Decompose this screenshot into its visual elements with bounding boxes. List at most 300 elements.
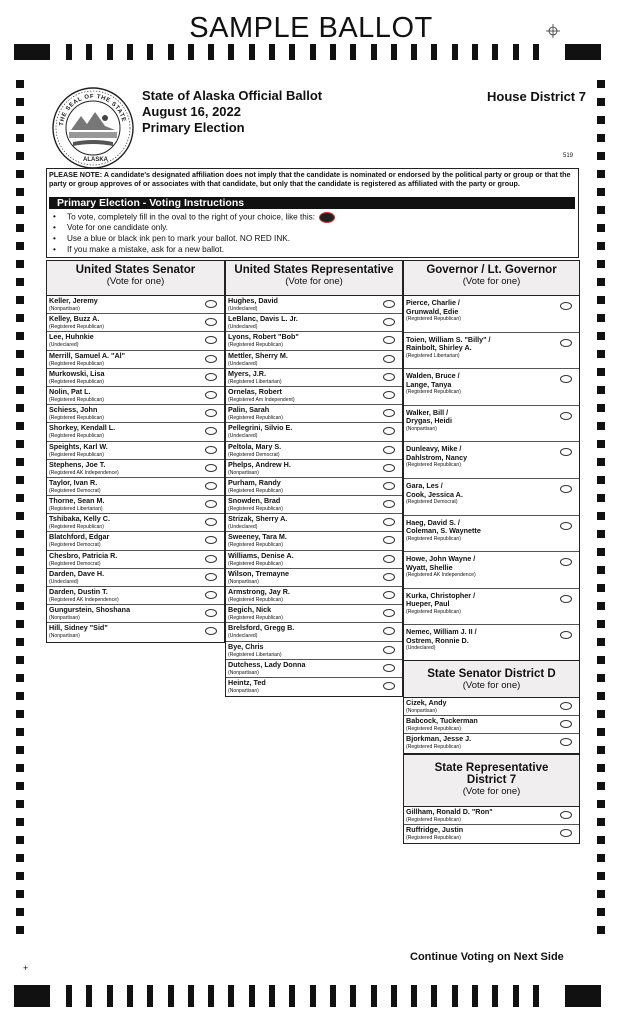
candidate-party: (Nonpartisan) xyxy=(49,615,80,622)
side-timing-mark xyxy=(597,926,605,934)
vote-oval[interactable] xyxy=(560,595,572,603)
timing-mark xyxy=(350,44,356,60)
vote-oval[interactable] xyxy=(383,355,395,363)
side-timing-mark xyxy=(597,116,605,124)
vote-oval[interactable] xyxy=(383,518,395,526)
candidate-name: Williams, Denise A. xyxy=(228,550,294,560)
candidate-name: Bjorkman, Jesse J. xyxy=(406,734,472,744)
vote-oval[interactable] xyxy=(560,631,572,639)
side-timing-mark xyxy=(16,728,24,736)
timing-mark xyxy=(330,985,336,1007)
side-timing-mark xyxy=(16,656,24,664)
filled-oval-example-icon xyxy=(319,212,335,223)
side-timing-mark xyxy=(16,638,24,646)
candidate-name: Strizak, Sherry A. xyxy=(228,514,288,524)
side-timing-mark xyxy=(597,206,605,214)
candidate-name-lt-governor: Cook, Jessica A. xyxy=(406,489,463,499)
timing-mark xyxy=(107,985,113,1007)
candidate-name: Shorkey, Kendall L. xyxy=(49,423,116,433)
candidate-party: (Registered Republican) xyxy=(49,415,104,422)
candidate-row xyxy=(226,369,402,387)
vote-oval[interactable] xyxy=(205,609,217,617)
timing-mark xyxy=(249,44,255,60)
side-timing-mark xyxy=(597,278,605,286)
candidate-party: (Registered AK Independence) xyxy=(49,469,119,476)
candidate-row xyxy=(47,460,224,478)
candidate-row xyxy=(226,587,402,605)
side-timing-mark xyxy=(597,836,605,844)
candidate-row xyxy=(226,405,402,423)
svg-text:THE SEAL OF THE STATE: THE SEAL OF THE STATE xyxy=(59,93,127,127)
vote-oval[interactable] xyxy=(560,811,572,819)
side-timing-mark xyxy=(16,476,24,484)
vote-oval[interactable] xyxy=(205,464,217,472)
side-timing-mark xyxy=(16,818,24,826)
candidate-row xyxy=(47,387,224,405)
side-timing-mark xyxy=(597,296,605,304)
candidate-row xyxy=(226,532,402,550)
timing-mark xyxy=(147,44,153,60)
side-timing-mark xyxy=(16,764,24,772)
candidate-name: Tshibaka, Kelly C. xyxy=(49,514,110,524)
candidate-name xyxy=(406,592,475,609)
side-timing-mark xyxy=(597,458,605,466)
vote-oval[interactable] xyxy=(205,573,217,581)
vote-oval[interactable] xyxy=(560,702,572,710)
candidate-row xyxy=(226,623,402,641)
vote-oval[interactable] xyxy=(383,682,395,690)
timing-mark xyxy=(371,44,377,60)
side-timing-mark xyxy=(597,368,605,376)
candidate-row xyxy=(404,698,579,716)
candidate-party: (Registered Democrat) xyxy=(49,487,101,494)
vote-oval[interactable] xyxy=(205,518,217,526)
side-timing-mark xyxy=(16,692,24,700)
side-timing-mark xyxy=(597,440,605,448)
timing-mark xyxy=(513,985,519,1007)
candidate-row xyxy=(47,442,224,460)
timing-mark xyxy=(371,985,377,1007)
candidate-name: Purham, Randy xyxy=(228,477,281,487)
timing-mark xyxy=(269,44,275,60)
candidate-name: Merrill, Samuel A. "Al" xyxy=(49,350,126,360)
candidate-party: (Registered Libertarian) xyxy=(228,378,282,385)
vote-oval[interactable] xyxy=(560,375,572,383)
side-timing-mark xyxy=(597,566,605,574)
candidate-row xyxy=(47,514,224,532)
side-timing-mark xyxy=(597,674,605,682)
vote-oval[interactable] xyxy=(205,591,217,599)
candidate-party: (Undeclared) xyxy=(228,433,258,440)
candidate-party: (Undeclared) xyxy=(228,524,258,531)
candidate-row xyxy=(226,569,402,587)
candidate-list xyxy=(404,296,579,662)
side-timing-mark xyxy=(597,224,605,232)
side-timing-mark xyxy=(16,116,24,124)
side-timing-mark xyxy=(16,800,24,808)
candidate-row xyxy=(404,479,579,516)
contest-us-senator xyxy=(46,260,225,643)
vote-oval[interactable] xyxy=(205,373,217,381)
vote-oval[interactable] xyxy=(560,522,572,530)
vote-oval[interactable] xyxy=(560,485,572,493)
candidate-row xyxy=(404,625,579,662)
candidate-party: (Nonpartisan) xyxy=(406,425,437,432)
candidate-name-lt-governor: Hueper, Paul xyxy=(406,599,450,609)
candidate-row xyxy=(226,496,402,514)
candidate-name: Ornelas, Robert xyxy=(228,386,282,396)
candidate-row xyxy=(47,496,224,514)
candidate-row xyxy=(226,442,402,460)
candidate-name: Lyons, Robert "Bob" xyxy=(228,332,299,342)
candidate-party: (Nonpartisan) xyxy=(49,306,80,312)
side-timing-mark xyxy=(597,170,605,178)
candidate-row xyxy=(226,605,402,623)
ballot-heading: State of Alaska Official Ballot xyxy=(142,88,323,103)
timing-mark xyxy=(228,985,234,1007)
side-timing-mark xyxy=(16,440,24,448)
candidate-name: Gillham, Ronald D. "Ron" xyxy=(406,807,493,816)
vote-oval[interactable] xyxy=(560,829,572,837)
candidate-name-lt-governor: Coleman, S. Waynette xyxy=(406,526,481,536)
timing-mark xyxy=(492,985,498,1007)
candidate-name: Armstrong, Jay R. xyxy=(228,587,290,596)
candidate-name: Ruffridge, Justin xyxy=(406,825,464,835)
candidate-name-governor: Nemec, William J. II / xyxy=(406,627,477,637)
vote-oval[interactable] xyxy=(383,482,395,490)
candidate-name-governor: Toien, William S. "Billy" / xyxy=(406,334,491,344)
side-timing-mark xyxy=(597,494,605,502)
election-date: August 16, 2022 xyxy=(142,104,241,119)
instruction-item: • Use a blue or black ink pen to mark your ballot. NO RED INK. xyxy=(53,234,573,245)
side-timing-mark xyxy=(597,98,605,106)
vote-oval[interactable] xyxy=(383,646,395,654)
candidate-name: Chesbro, Patricia R. xyxy=(49,550,118,560)
timing-mark xyxy=(411,44,417,60)
candidate-row xyxy=(226,478,402,496)
side-timing-mark xyxy=(16,242,24,250)
candidate-name: Kelley, Buzz A. xyxy=(49,314,100,324)
vote-oval[interactable] xyxy=(383,373,395,381)
candidate-party: (Registered Am Independent) xyxy=(228,396,295,403)
candidate-name: Mettler, Sherry M. xyxy=(228,350,288,360)
side-timing-mark xyxy=(16,134,24,142)
timing-mark xyxy=(66,985,72,1007)
candidate-name xyxy=(406,409,452,426)
candidate-party: (Registered Democrat) xyxy=(49,560,101,567)
vote-oval[interactable] xyxy=(205,355,217,363)
vote-oval[interactable] xyxy=(205,391,217,399)
contest-header xyxy=(404,261,579,296)
side-timing-mark xyxy=(16,260,24,268)
candidate-name-governor: Haeg, David S. / xyxy=(406,517,460,527)
candidate-name: Cizek, Andy xyxy=(406,698,447,707)
candidate-name: Snowden, Brad xyxy=(228,496,281,506)
candidate-party: (Registered Republican) xyxy=(49,396,104,403)
vote-oval[interactable] xyxy=(383,409,395,417)
vote-oval[interactable] xyxy=(560,738,572,746)
candidate-row xyxy=(226,314,402,332)
vote-oval[interactable] xyxy=(383,591,395,599)
candidate-name: LeBlanc, Davis L. Jr. xyxy=(228,314,298,324)
vote-oval[interactable] xyxy=(205,627,217,635)
side-timing-mark xyxy=(16,602,24,610)
candidate-party: (Registered Republican) xyxy=(228,342,283,349)
vote-oval[interactable] xyxy=(383,391,395,399)
svg-text:ALASKA: ALASKA xyxy=(83,157,108,163)
vote-oval[interactable] xyxy=(383,609,395,617)
candidate-party: (Nonpartisan) xyxy=(49,633,80,640)
candidate-party: (Registered Democrat) xyxy=(228,451,280,458)
side-timing-mark xyxy=(16,746,24,754)
candidate-row xyxy=(404,406,579,443)
candidate-row xyxy=(404,734,579,752)
candidate-name xyxy=(406,628,477,645)
candidate-row xyxy=(47,314,224,332)
side-timing-mark xyxy=(597,422,605,430)
candidate-row xyxy=(226,423,402,441)
vote-oval[interactable] xyxy=(560,448,572,456)
vote-oval[interactable] xyxy=(205,409,217,417)
candidate-name: Thorne, Sean M. xyxy=(49,496,105,506)
vote-oval[interactable] xyxy=(383,573,395,581)
vote-oval[interactable] xyxy=(383,336,395,344)
vote-oval[interactable] xyxy=(205,500,217,508)
candidate-party: (Nonpartisan) xyxy=(406,708,437,714)
candidate-party: (Registered AK Independence) xyxy=(49,597,119,603)
side-timing-mark xyxy=(597,548,605,556)
vote-oval[interactable] xyxy=(205,300,217,308)
timing-mark xyxy=(310,985,316,1007)
side-timing-mark xyxy=(16,494,24,502)
side-timing-mark xyxy=(16,278,24,286)
candidate-party: (Registered Republican) xyxy=(228,487,283,494)
timing-mark xyxy=(14,985,50,1007)
side-timing-mark xyxy=(16,908,24,916)
timing-mark xyxy=(492,44,498,60)
candidate-row xyxy=(226,387,402,405)
candidate-party: (Registered Democrat) xyxy=(49,542,101,549)
candidate-party: (Undeclared) xyxy=(228,360,258,367)
side-timing-mark xyxy=(597,188,605,196)
side-timing-mark xyxy=(16,566,24,574)
side-timing-mark xyxy=(16,584,24,592)
timing-mark xyxy=(452,44,458,60)
timing-mark xyxy=(127,985,133,1007)
vote-oval[interactable] xyxy=(560,302,572,310)
candidate-name: Speights, Karl W. xyxy=(49,441,108,451)
vote-oval[interactable] xyxy=(205,336,217,344)
candidate-name-lt-governor: Drygas, Heidi xyxy=(406,416,452,426)
candidate-name xyxy=(406,519,481,536)
candidate-party: (Registered Republican) xyxy=(49,433,104,440)
candidate-row xyxy=(47,551,224,569)
timing-mark xyxy=(565,985,601,1007)
candidate-row xyxy=(47,369,224,387)
candidate-row xyxy=(226,296,402,314)
vote-oval[interactable] xyxy=(383,536,395,544)
vote-oval[interactable] xyxy=(205,482,217,490)
candidate-name: Hughes, David xyxy=(228,296,278,305)
side-timing-mark xyxy=(16,836,24,844)
candidate-row xyxy=(404,333,579,370)
candidate-name-governor: Dunleavy, Mike / xyxy=(406,444,462,454)
candidate-name: Peltola, Mary S. xyxy=(228,441,282,451)
candidate-row xyxy=(47,623,224,641)
candidate-name-lt-governor: Grunwald, Edie xyxy=(406,306,459,316)
vote-oval[interactable] xyxy=(205,427,217,435)
candidate-party: (Registered Libertarian) xyxy=(49,506,103,513)
candidate-name xyxy=(406,299,460,316)
ballot-header xyxy=(142,88,322,136)
timing-mark xyxy=(533,985,539,1007)
side-timing-mark xyxy=(597,314,605,322)
side-timing-mark xyxy=(16,314,24,322)
candidate-party: (Undeclared) xyxy=(406,645,436,652)
vote-oval[interactable] xyxy=(560,720,572,728)
vote-oval[interactable] xyxy=(205,318,217,326)
contest-header xyxy=(404,755,579,807)
side-timing-mark xyxy=(597,260,605,268)
vote-oval[interactable] xyxy=(383,627,395,635)
vote-oval[interactable] xyxy=(383,446,395,454)
candidate-row xyxy=(226,332,402,350)
candidate-row xyxy=(226,551,402,569)
side-timing-mark xyxy=(16,890,24,898)
timing-mark xyxy=(533,44,539,60)
candidate-row xyxy=(226,660,402,678)
vote-oval[interactable] xyxy=(383,318,395,326)
side-timing-mark xyxy=(597,872,605,880)
candidate-name: Babcock, Tuckerman xyxy=(406,716,478,726)
contest-subtitle: (Vote for one) xyxy=(462,276,521,287)
candidate-party: (Undeclared) xyxy=(49,342,79,349)
candidate-name-lt-governor: Wyatt, Shellie xyxy=(406,562,453,572)
candidate-name: Palin, Sarah xyxy=(228,405,270,415)
candidate-name-governor: Walker, Bill / xyxy=(406,407,449,417)
timing-mark xyxy=(289,985,295,1007)
side-timing-mark xyxy=(16,206,24,214)
side-timing-mark xyxy=(597,890,605,898)
timing-mark xyxy=(188,44,194,60)
vote-oval[interactable] xyxy=(560,558,572,566)
instruction-item: • If you make a mistake, ask for a new ballot. xyxy=(53,245,573,256)
vote-oval[interactable] xyxy=(383,500,395,508)
candidate-row xyxy=(47,423,224,441)
timing-mark xyxy=(452,985,458,1007)
side-timing-mark xyxy=(597,800,605,808)
candidate-party: (Nonpartisan) xyxy=(228,687,259,694)
side-timing-mark xyxy=(597,602,605,610)
candidate-row xyxy=(47,532,224,550)
side-timing-mark xyxy=(16,512,24,520)
side-timing-mark xyxy=(16,926,24,934)
vote-oval[interactable] xyxy=(383,555,395,563)
vote-oval[interactable] xyxy=(560,339,572,347)
vote-oval[interactable] xyxy=(383,464,395,472)
candidate-party: (Registered Republican) xyxy=(49,378,104,385)
candidate-name: Lee, Huhnkie xyxy=(49,332,94,342)
candidate-name xyxy=(406,372,460,389)
instructions-header: Primary Election - Voting Instructions xyxy=(49,197,575,209)
side-timing-mark xyxy=(597,746,605,754)
candidate-party: (Registered Republican) xyxy=(406,726,461,733)
timing-mark xyxy=(289,44,295,60)
candidate-party: (Registered Republican) xyxy=(406,608,461,615)
side-timing-mark xyxy=(16,152,24,160)
timing-mark xyxy=(86,44,92,60)
vote-oval[interactable] xyxy=(383,664,395,672)
candidate-name-governor: Howe, John Wayne / xyxy=(406,554,476,564)
candidate-name xyxy=(406,336,491,353)
candidate-party: (Registered Libertarian) xyxy=(406,352,460,359)
vote-oval[interactable] xyxy=(205,446,217,454)
timing-mark xyxy=(14,44,50,60)
candidate-party: (Registered Republican) xyxy=(406,389,461,396)
candidate-row xyxy=(404,807,579,825)
side-timing-mark xyxy=(16,710,24,718)
contest-title: Governor / Lt. Governor xyxy=(426,264,557,276)
candidate-party: (Registered Republican) xyxy=(228,415,283,422)
candidate-party: (Registered Republican) xyxy=(228,506,283,513)
candidate-party: (Registered Republican) xyxy=(406,316,461,322)
candidate-name: Heintz, Ted xyxy=(228,677,266,687)
candidate-name: Darden, Dave H. xyxy=(49,568,105,578)
candidate-row xyxy=(404,516,579,553)
candidate-row xyxy=(47,296,224,314)
candidate-party: (Registered Libertarian) xyxy=(228,651,282,658)
vote-oval[interactable] xyxy=(383,427,395,435)
side-timing-mark xyxy=(597,332,605,340)
side-timing-mark xyxy=(597,764,605,772)
vote-oval[interactable] xyxy=(205,555,217,563)
side-timing-mark xyxy=(597,710,605,718)
timing-mark xyxy=(228,44,234,60)
plus-mark: + xyxy=(23,963,29,973)
side-timing-mark xyxy=(16,872,24,880)
candidate-party: (Registered Republican) xyxy=(228,560,283,567)
candidate-row xyxy=(47,587,224,605)
candidate-name: Begich, Nick xyxy=(228,605,272,615)
candidate-row xyxy=(404,825,579,843)
contest-subtitle: (Vote for one) xyxy=(106,276,165,287)
vote-oval[interactable] xyxy=(560,412,572,420)
candidate-row xyxy=(404,369,579,406)
candidate-row xyxy=(404,296,579,333)
candidate-party: (Nonpartisan) xyxy=(228,469,259,476)
contest-title: State Representative xyxy=(434,762,549,774)
contest-title: United States Senator xyxy=(75,264,196,276)
side-timing-mark xyxy=(597,404,605,412)
side-timing-mark xyxy=(16,782,24,790)
vote-oval[interactable] xyxy=(205,536,217,544)
side-timing-mark xyxy=(597,854,605,862)
timing-mark xyxy=(310,44,316,60)
vote-oval[interactable] xyxy=(383,300,395,308)
instruction-item: • Vote for one candidate only. xyxy=(53,223,573,234)
candidate-name xyxy=(406,555,475,572)
candidate-name: Dutchess, Lady Donna xyxy=(228,659,306,669)
side-timing-mark xyxy=(16,170,24,178)
candidate-row xyxy=(47,351,224,369)
candidate-list xyxy=(404,807,579,843)
side-timing-mark xyxy=(597,656,605,664)
candidate-party: (Undeclared) xyxy=(228,306,258,312)
side-timing-mark xyxy=(597,134,605,142)
contest-state-senator xyxy=(403,660,580,754)
timing-mark xyxy=(411,985,417,1007)
candidate-name: Phelps, Andrew H. xyxy=(228,459,291,469)
